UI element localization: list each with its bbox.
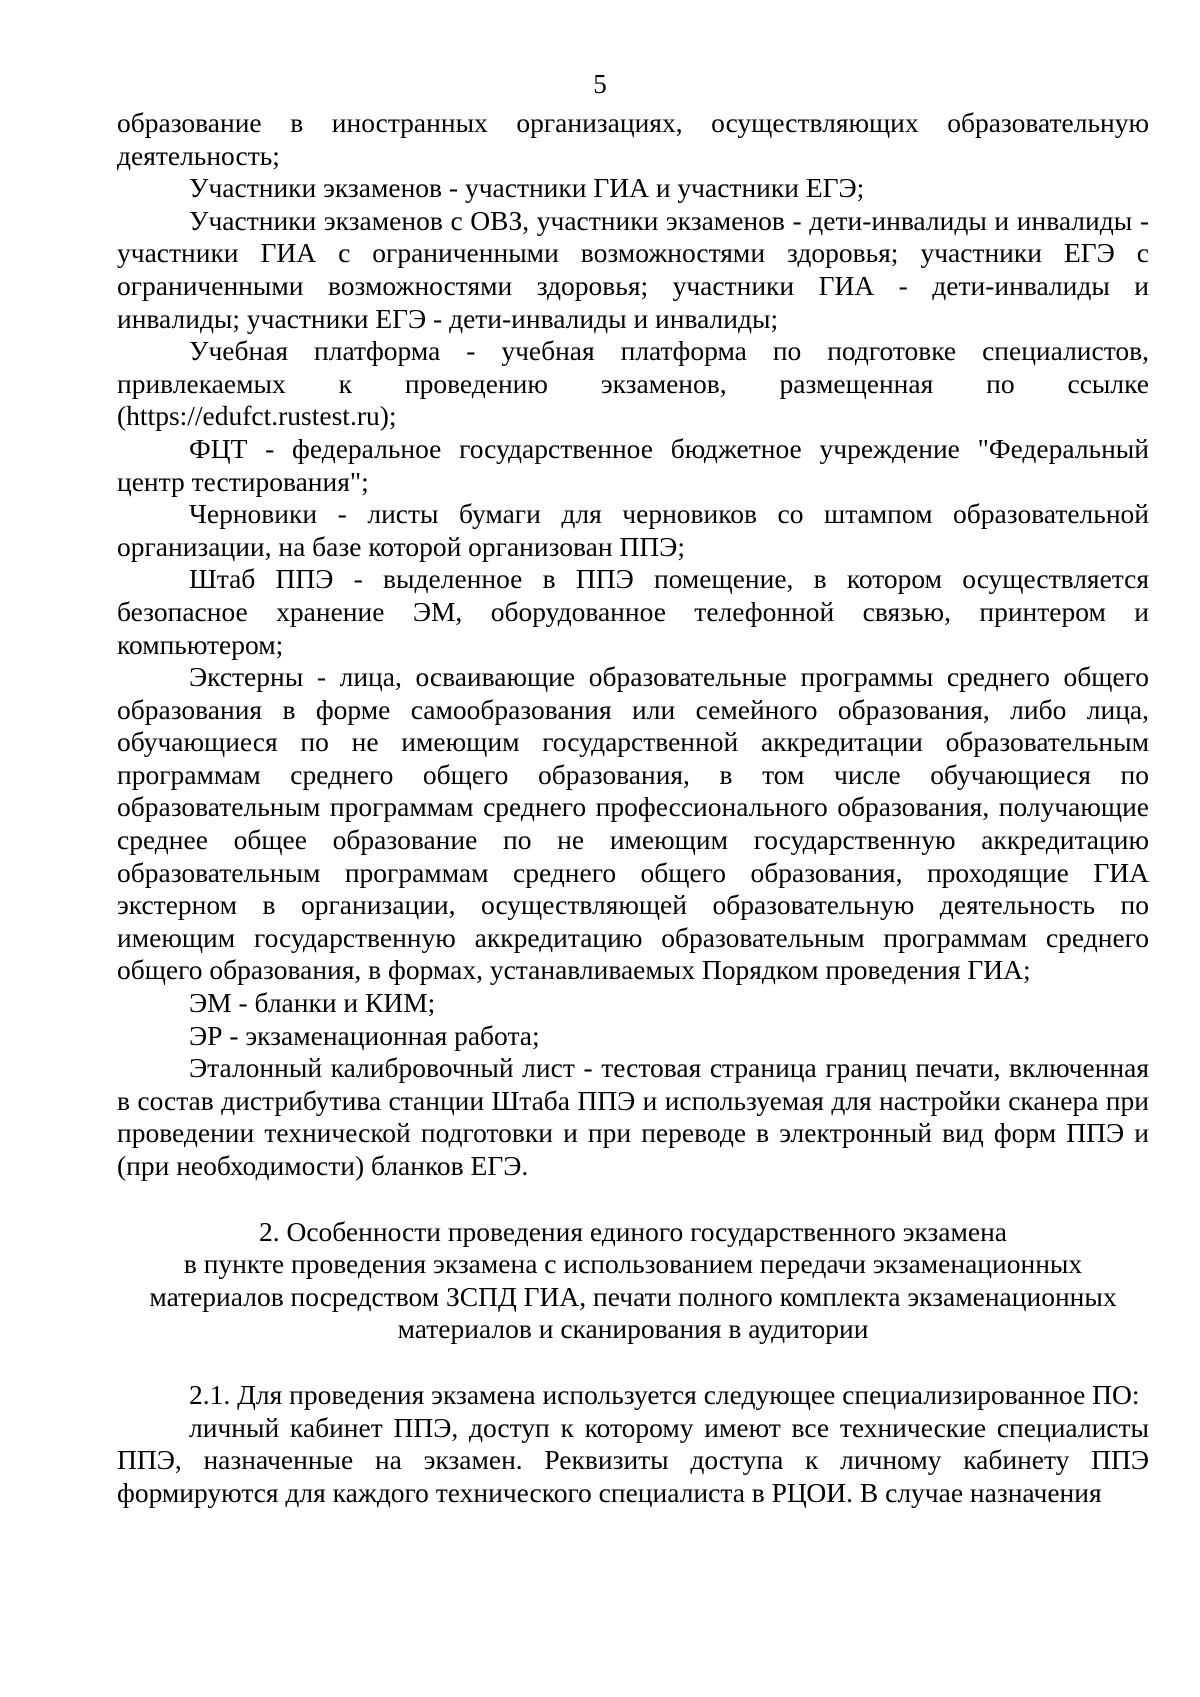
paragraph: Эталонный калибровочный лист - тестовая страница границ печати, включенная в состав дистрибутива станции Штаба ППЭ и используемая для настройки сканера при проведении технической подготовки и при переводе в электронный вид форм ППЭ и (при необходимости) бланков ЕГЭ. bbox=[117, 1052, 1149, 1181]
paragraph: ЭР - экзаменационная работа; bbox=[189, 1019, 540, 1051]
paragraph: личный кабинет ППЭ, доступ к которому имеют все технические специалисты ППЭ, назначенные на экзамен. Реквизиты доступа к личному кабинету ППЭ формируются для каждого технического специалиста в РЦОИ. В случае назначения bbox=[117, 1411, 1149, 1508]
paragraph: Штаб ППЭ - выделенное в ППЭ помещение, в котором осуществляется безопасное хранение ЭМ, оборудованное телефонной связью, принтером и компьютером; bbox=[117, 563, 1149, 660]
paragraph: Участники экзаменов с ОВЗ, участники экзаменов - дети-инвалиды и инвалиды - участники ГИА с ограниченными возможностями здоровья; участники ЕГЭ с ограниченными возможностями здоровья; участники ГИА - дети-инвалиды и инвалиды; участники ЕГЭ - дети-инвалиды и инвалиды; bbox=[117, 204, 1149, 334]
paragraph: Учебная платформа - учебная платформа по подготовке специалистов, привлекаемых к проведению экзаменов, размещенная по ссылке (https://edufct.rustest.ru); bbox=[117, 335, 1149, 432]
section-heading bbox=[117, 1216, 1149, 1346]
paragraph: ФЦТ - федеральное государственное бюджетное учреждение "Федеральный центр тестирования"; bbox=[117, 432, 1149, 497]
page-number: 5 bbox=[593, 69, 607, 99]
section-heading-line: материалов посредством ЗСПД ГИА, печати полного комплекта экзаменационных bbox=[149, 1280, 1117, 1312]
paragraph: образование в иностранных организациях, осуществляющих образовательную деятельность; bbox=[117, 107, 1149, 171]
section-heading-line: 2. Особенности проведения единого государственного экзамена bbox=[258, 1215, 1007, 1247]
section-heading-line: в пункте проведения экзамена с использованием передачи экзаменационных bbox=[183, 1248, 1083, 1280]
paragraph: Черновики - листы бумаги для черновиков со штампом образовательной организации, на базе которой организован ППЭ; bbox=[117, 498, 1149, 562]
paragraph: 2.1. Для проведения экзамена используется следующее специализированное ПО: bbox=[189, 1378, 1140, 1410]
section-heading-line: материалов и сканирования в аудитории bbox=[397, 1313, 869, 1345]
paragraph: ЭМ - бланки и КИМ; bbox=[189, 987, 436, 1019]
paragraph: Участники экзаменов - участники ГИА и участники ЕГЭ; bbox=[189, 172, 865, 204]
document-body bbox=[117, 107, 1149, 1509]
paragraph: Экстерны - лица, осваивающие образовательные программы среднего общего образования в форме самообразования или семейного образования, либо лица, обучающиеся по не имеющим государственной аккредитации образовательным программам среднего общего образования, в том числе обучающиеся по образовательным программам среднего профессионального образования, получающие среднее общее образование по не имеющим государственную аккредитацию образовательным программам среднего общего образования, проходящие ГИА экстерном в организации, осуществляющей образовательную деятельность по имеющим государственную аккредитацию образовательным программам среднего общего образования, в формах, устанавливаемых Порядком проведения ГИА; bbox=[117, 661, 1149, 986]
